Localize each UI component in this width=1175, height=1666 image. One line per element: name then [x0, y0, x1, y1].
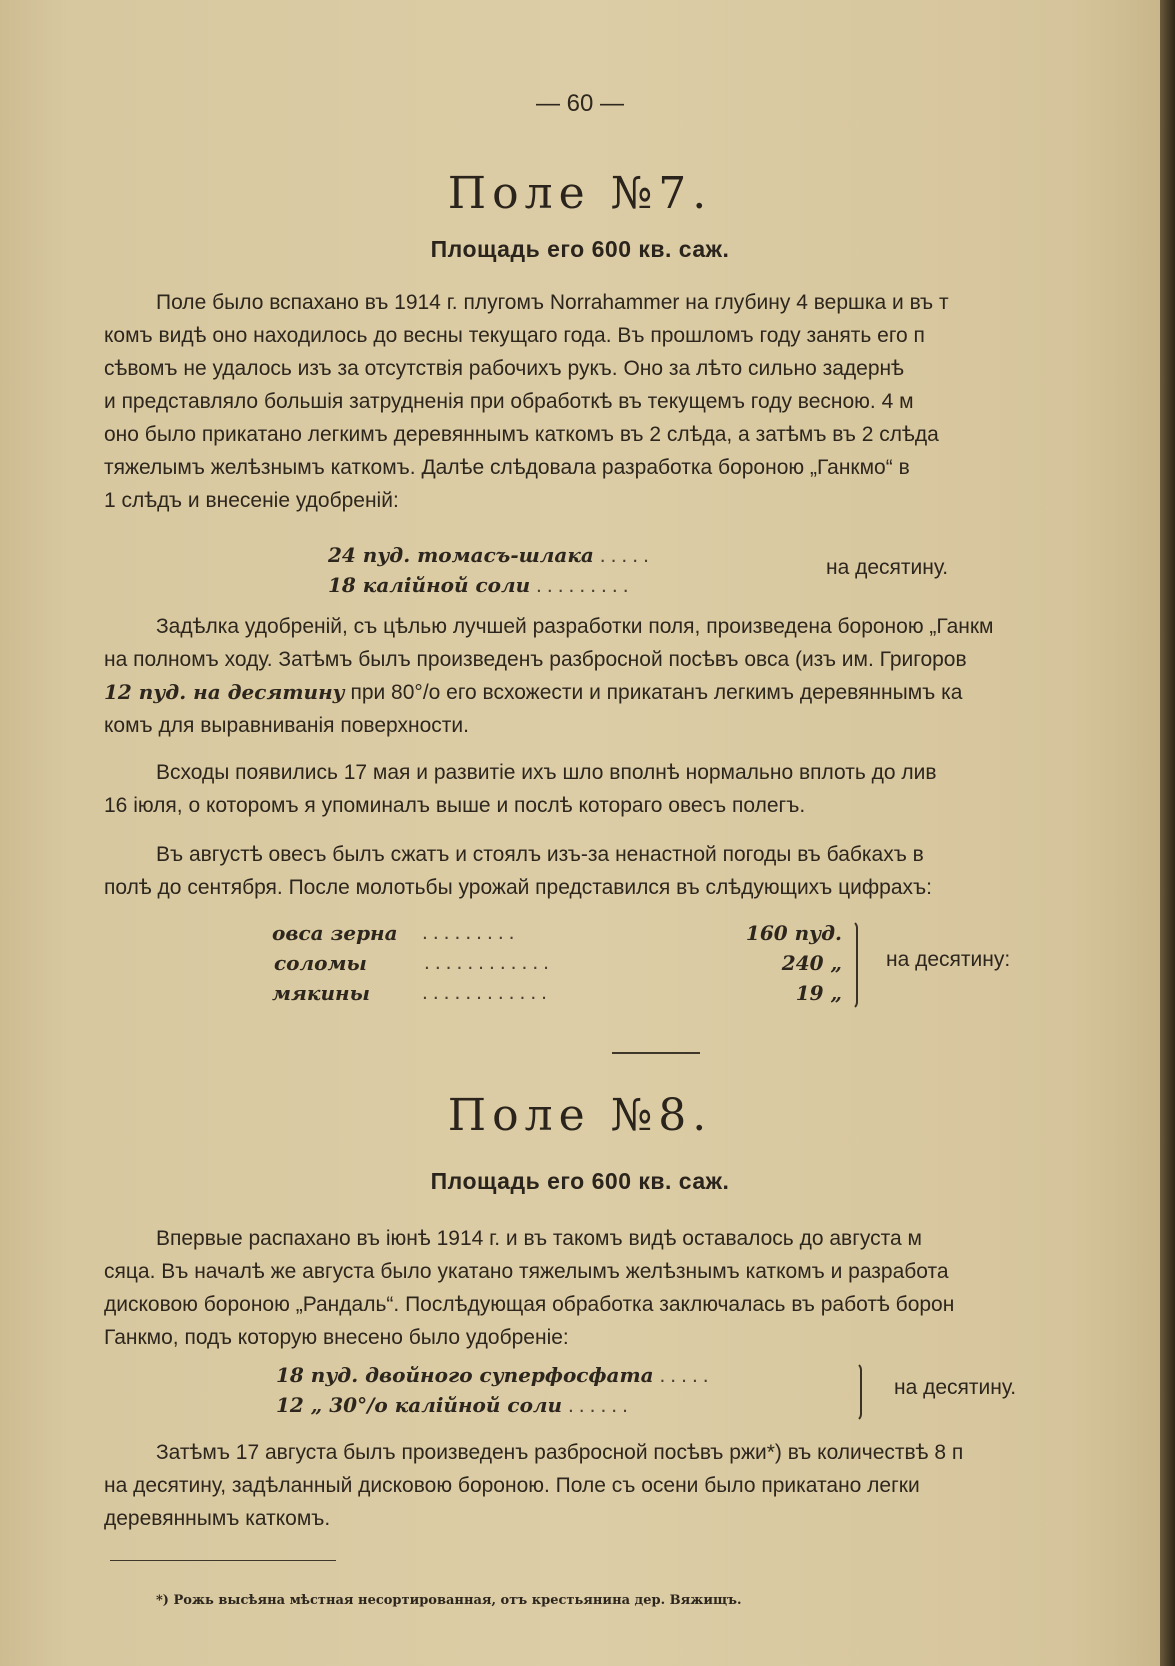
brace	[852, 1362, 862, 1422]
harvest-value: 160 пуд.	[745, 921, 842, 945]
text-line: сѣвомъ не удалось изъ за отсутствія рабочихъ рукъ. Оно за лѣто сильно задернѣ	[104, 357, 904, 380]
text-line: Ганкмо, подъ которую внесено было удобреніе:	[104, 1326, 569, 1349]
field8-title: Поле №8.	[447, 1090, 713, 1141]
text-line: 1 слѣдъ и внесеніе удобреній:	[104, 489, 399, 512]
fertilizer-name: 12 „ 30°/о калійной соли	[276, 1393, 563, 1417]
field7-paragraph-4	[104, 838, 1154, 904]
field8-per-desyatina: на десятину.	[894, 1376, 1017, 1399]
leader-dots: .........	[422, 921, 520, 944]
harvest-row	[272, 948, 842, 978]
text-line: Затѣмъ 17 августа былъ произведенъ разбросной посѣвъ ржи*) въ количествѣ 8 п	[156, 1441, 964, 1464]
field8-fertilizer-list	[276, 1360, 714, 1420]
text-line: полѣ до сентября. После молотьбы урожай представился въ слѣдующихъ цифрахъ:	[104, 876, 932, 899]
text-line: сяца. Въ началѣ же августа было укатано тяжелымъ желѣзнымъ каткомъ и разработа	[104, 1260, 949, 1283]
footnote: *) Рожь высѣяна мѣстная несортированная, отъ крестьянина дер. Вяжищъ.	[156, 1593, 742, 1608]
leader-dots: .....	[659, 1364, 714, 1387]
harvest-value: 19 „	[795, 981, 842, 1005]
harvest-value: 240 „	[781, 951, 842, 975]
text-line: Всходы появились 17 мая и развитіе ихъ шло вполнѣ нормально вплоть до лив	[156, 761, 937, 784]
text-line: и представляло большія затрудненія при обработкѣ въ текущемъ году весною. 4 м	[104, 390, 914, 413]
field7-paragraph-3	[104, 756, 1154, 822]
leader-dots: ......	[567, 1394, 633, 1417]
field7-paragraph-1	[104, 286, 1154, 517]
text-line: дисковою бороною „Рандаль“. Послѣдующая обработка заключалась въ работѣ борон	[104, 1293, 955, 1316]
text-line: оно было прикатано легкимъ деревяннымъ каткомъ въ 2 слѣда, а затѣмъ въ 2 слѣда	[104, 423, 939, 446]
fertilizer-row	[328, 540, 654, 570]
harvest-item: соломы	[274, 951, 367, 975]
fertilizer-row	[328, 570, 654, 600]
text-line: 16 іюля, о которомъ я упоминалъ выше и послѣ котораго овесъ полегъ.	[104, 794, 806, 817]
field7-paragraph-2	[104, 610, 1154, 742]
text-line: на полномъ ходу. Затѣмъ былъ произведенъ разбросной посѣвъ овса (изъ им. Григоров	[104, 648, 967, 671]
field8-area: Площадь его 600 кв. саж.	[430, 1168, 730, 1194]
text-line: на десятину, задѣланный дисковою бороною. Поле съ осени было прикатано легки	[104, 1474, 920, 1497]
fertilizer-name: 18 пуд. двойного суперфосфата	[276, 1363, 654, 1387]
section-divider	[612, 1052, 700, 1054]
field7-fertilizer-list	[328, 540, 654, 600]
leader-dots: .....	[599, 544, 654, 567]
harvest-row	[272, 918, 842, 948]
leader-dots: ............	[422, 981, 553, 1004]
leader-dots: .........	[536, 574, 634, 597]
page-number: — 60 —	[535, 90, 625, 117]
text-line: Впервые распахано въ іюнѣ 1914 г. и въ такомъ видѣ оставалось до августа м	[156, 1227, 922, 1250]
leader-dots: ............	[424, 951, 555, 974]
harvest-item: мякины	[272, 981, 370, 1005]
brace	[848, 920, 858, 1010]
field7-harvest-per: на десятину:	[886, 948, 1011, 971]
text-line: 12 пуд. на десятину при 80°/о его всхожести и прикатанъ легкимъ деревяннымъ ка	[104, 680, 963, 704]
harvest-item: овса зерна	[272, 921, 398, 945]
field7-per-desyatina: на десятину.	[826, 556, 949, 579]
field7-title: Поле №7.	[447, 168, 713, 219]
text-line: тяжелымъ желѣзнымъ каткомъ. Далѣе слѣдовала разработка бороною „Ганкмо“ в	[104, 456, 910, 479]
text-line: Поле было вспахано въ 1914 г. плугомъ Norrahammer на глубину 4 вершка и въ т	[156, 291, 949, 314]
text-line: комъ для выравниванія поверхности.	[104, 714, 469, 737]
text-line: комъ видѣ оно находилось до весны текущаго года. Въ прошломъ году занять его п	[104, 324, 925, 347]
field8-paragraph-1	[104, 1222, 1154, 1354]
footnote-rule	[110, 1560, 336, 1561]
italic-phrase: 12 пуд. на десятину	[104, 680, 345, 704]
text-line: деревяннымъ каткомъ.	[104, 1507, 331, 1530]
page-edge	[1160, 0, 1175, 1666]
fertilizer-row	[276, 1360, 714, 1390]
text-line: Задѣлка удобреній, съ цѣлью лучшей разработки поля, произведена бороною „Ганкм	[156, 615, 994, 638]
field7-harvest-table	[272, 918, 842, 1008]
fertilizer-row	[276, 1390, 714, 1420]
field8-paragraph-2	[104, 1436, 1154, 1535]
fertilizer-name: 18 калійной соли	[328, 573, 531, 597]
field7-area: Площадь его 600 кв. саж.	[430, 236, 730, 262]
fertilizer-name: 24 пуд. томасъ-шлака	[328, 543, 594, 567]
harvest-row	[272, 978, 842, 1008]
text-line: Въ августѣ овесъ былъ сжатъ и стоялъ изъ-за ненастной погоды въ бабкахъ в	[156, 843, 924, 866]
